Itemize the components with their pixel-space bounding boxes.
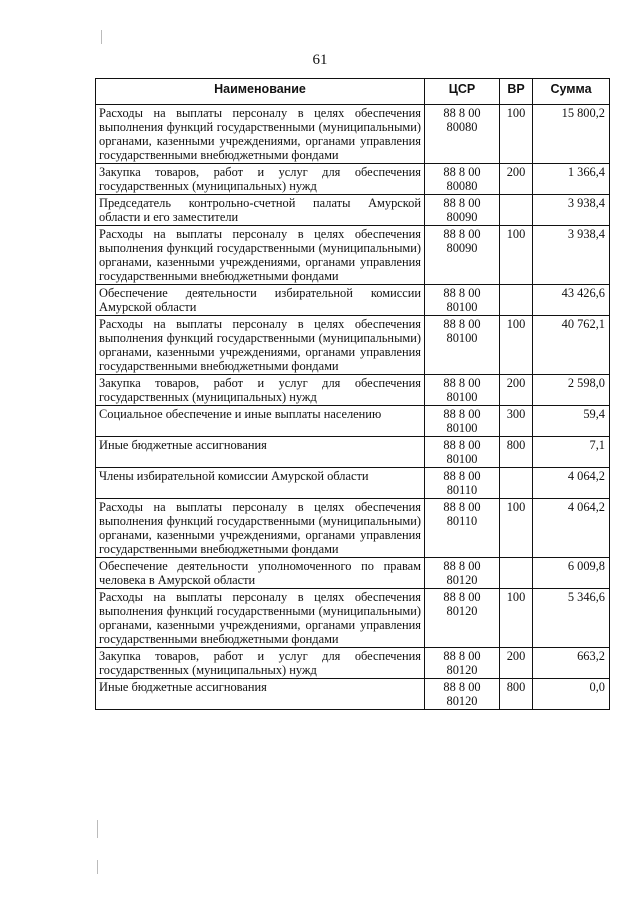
row-sum: 2 598,0 (533, 375, 610, 406)
row-csr-line2: 80090 (446, 241, 478, 255)
row-sum: 5 346,6 (533, 589, 610, 648)
table-header-row (96, 79, 610, 105)
row-csr (425, 195, 500, 226)
row-csr-line2: 80100 (446, 300, 478, 314)
table-row (96, 406, 610, 437)
row-sum: 15 800,2 (533, 105, 610, 164)
header-vr: ВР (500, 79, 533, 105)
row-vr: 300 (500, 406, 533, 437)
row-sum: 0,0 (533, 679, 610, 710)
header-csr: ЦСР (425, 79, 500, 105)
row-csr-line2: 80080 (446, 179, 478, 193)
row-csr-line2: 80100 (446, 331, 478, 345)
row-vr: 800 (500, 437, 533, 468)
row-csr-line1: 88 8 00 (443, 590, 481, 604)
row-csr-line2: 80080 (446, 120, 478, 134)
row-csr (425, 679, 500, 710)
row-csr (425, 499, 500, 558)
row-csr-line1: 88 8 00 (443, 680, 481, 694)
row-csr (425, 226, 500, 285)
row-vr: 800 (500, 679, 533, 710)
row-vr: 200 (500, 375, 533, 406)
row-sum: 4 064,2 (533, 468, 610, 499)
header-sum: Сумма (533, 79, 610, 105)
table-row (96, 679, 610, 710)
row-name: Социальное обеспечение и иные выплаты населению (96, 406, 425, 437)
table-row (96, 195, 610, 226)
row-csr-line1: 88 8 00 (443, 317, 481, 331)
row-sum: 1 366,4 (533, 164, 610, 195)
row-csr (425, 589, 500, 648)
row-csr (425, 316, 500, 375)
row-name: Обеспечение деятельности избирательной комиссии Амурской области (96, 285, 425, 316)
row-csr (425, 406, 500, 437)
row-sum: 663,2 (533, 648, 610, 679)
row-sum: 4 064,2 (533, 499, 610, 558)
row-vr: 100 (500, 226, 533, 285)
row-name: Иные бюджетные ассигнования (96, 679, 425, 710)
row-vr (500, 285, 533, 316)
row-csr-line2: 80090 (446, 210, 478, 224)
row-csr (425, 648, 500, 679)
table-body (96, 105, 610, 710)
table-row (96, 316, 610, 375)
table-row (96, 648, 610, 679)
row-csr-line1: 88 8 00 (443, 227, 481, 241)
row-vr: 100 (500, 105, 533, 164)
row-sum: 3 938,4 (533, 226, 610, 285)
table-row (96, 375, 610, 406)
row-name: Расходы на выплаты персоналу в целях обеспечения выполнения функций государственными (муниципальными) органами, казенными учреждениями, органами управления государственными внебюджетными фондами (96, 226, 425, 285)
table-row (96, 437, 610, 468)
row-csr-line1: 88 8 00 (443, 376, 481, 390)
row-name: Закупка товаров, работ и услуг для обеспечения государственных (муниципальных) нужд (96, 375, 425, 406)
table-row (96, 589, 610, 648)
row-csr-line1: 88 8 00 (443, 165, 481, 179)
row-csr (425, 164, 500, 195)
row-vr: 100 (500, 499, 533, 558)
row-name: Обеспечение деятельности уполномоченного по правам человека в Амурской области (96, 558, 425, 589)
row-vr: 200 (500, 648, 533, 679)
row-csr-line1: 88 8 00 (443, 500, 481, 514)
table-row (96, 226, 610, 285)
row-csr (425, 558, 500, 589)
row-csr-line1: 88 8 00 (443, 196, 481, 210)
row-sum: 59,4 (533, 406, 610, 437)
row-name: Расходы на выплаты персоналу в целях обеспечения выполнения функций государственными (муниципальными) органами, казенными учреждениями, органами управления государственными внебюджетными фондами (96, 499, 425, 558)
row-vr: 200 (500, 164, 533, 195)
table-row (96, 468, 610, 499)
row-vr (500, 195, 533, 226)
row-vr: 100 (500, 316, 533, 375)
row-csr-line2: 80100 (446, 452, 478, 466)
row-csr-line1: 88 8 00 (443, 407, 481, 421)
row-csr (425, 468, 500, 499)
row-csr-line1: 88 8 00 (443, 438, 481, 452)
row-csr-line2: 80100 (446, 421, 478, 435)
row-name: Иные бюджетные ассигнования (96, 437, 425, 468)
row-csr-line2: 80120 (446, 663, 478, 677)
row-name: Расходы на выплаты персоналу в целях обеспечения выполнения функций государственными (муниципальными) органами, казенными учреждениями, органами управления государственными внебюджетными фондами (96, 105, 425, 164)
table-row (96, 164, 610, 195)
budget-table (95, 78, 610, 710)
row-csr-line2: 80120 (446, 604, 478, 618)
scan-mark (97, 820, 98, 838)
row-csr-line2: 80120 (446, 694, 478, 708)
table-row (96, 105, 610, 164)
row-csr (425, 285, 500, 316)
row-sum: 7,1 (533, 437, 610, 468)
row-name: Расходы на выплаты персоналу в целях обеспечения выполнения функций государственными (муниципальными) органами, казенными учреждениями, органами управления государственными внебюджетными фондами (96, 316, 425, 375)
scan-mark (101, 30, 102, 44)
row-csr-line2: 80100 (446, 390, 478, 404)
row-sum: 40 762,1 (533, 316, 610, 375)
row-csr-line1: 88 8 00 (443, 469, 481, 483)
row-csr-line1: 88 8 00 (443, 649, 481, 663)
row-csr (425, 375, 500, 406)
row-name: Члены избирательной комиссии Амурской области (96, 468, 425, 499)
row-csr (425, 105, 500, 164)
row-sum: 3 938,4 (533, 195, 610, 226)
table-row (96, 285, 610, 316)
row-csr (425, 437, 500, 468)
header-name: Наименование (96, 79, 425, 105)
row-sum: 6 009,8 (533, 558, 610, 589)
page-number: 61 (312, 52, 328, 68)
row-vr (500, 468, 533, 499)
row-csr-line1: 88 8 00 (443, 106, 481, 120)
row-csr-line2: 80110 (446, 514, 478, 528)
row-name: Закупка товаров, работ и услуг для обеспечения государственных (муниципальных) нужд (96, 648, 425, 679)
row-sum: 43 426,6 (533, 285, 610, 316)
table-row (96, 558, 610, 589)
row-name: Председатель контрольно-счетной палаты Амурской области и его заместители (96, 195, 425, 226)
row-csr-line2: 80110 (446, 483, 478, 497)
row-vr (500, 558, 533, 589)
row-name: Расходы на выплаты персоналу в целях обеспечения выполнения функций государственными (муниципальными) органами, казенными учреждениями, органами управления государственными внебюджетными фондами (96, 589, 425, 648)
row-csr-line1: 88 8 00 (443, 286, 481, 300)
row-name: Закупка товаров, работ и услуг для обеспечения государственных (муниципальных) нужд (96, 164, 425, 195)
row-csr-line2: 80120 (446, 573, 478, 587)
scan-mark (97, 860, 98, 874)
table-row (96, 499, 610, 558)
row-csr-line1: 88 8 00 (443, 559, 481, 573)
row-vr: 100 (500, 589, 533, 648)
